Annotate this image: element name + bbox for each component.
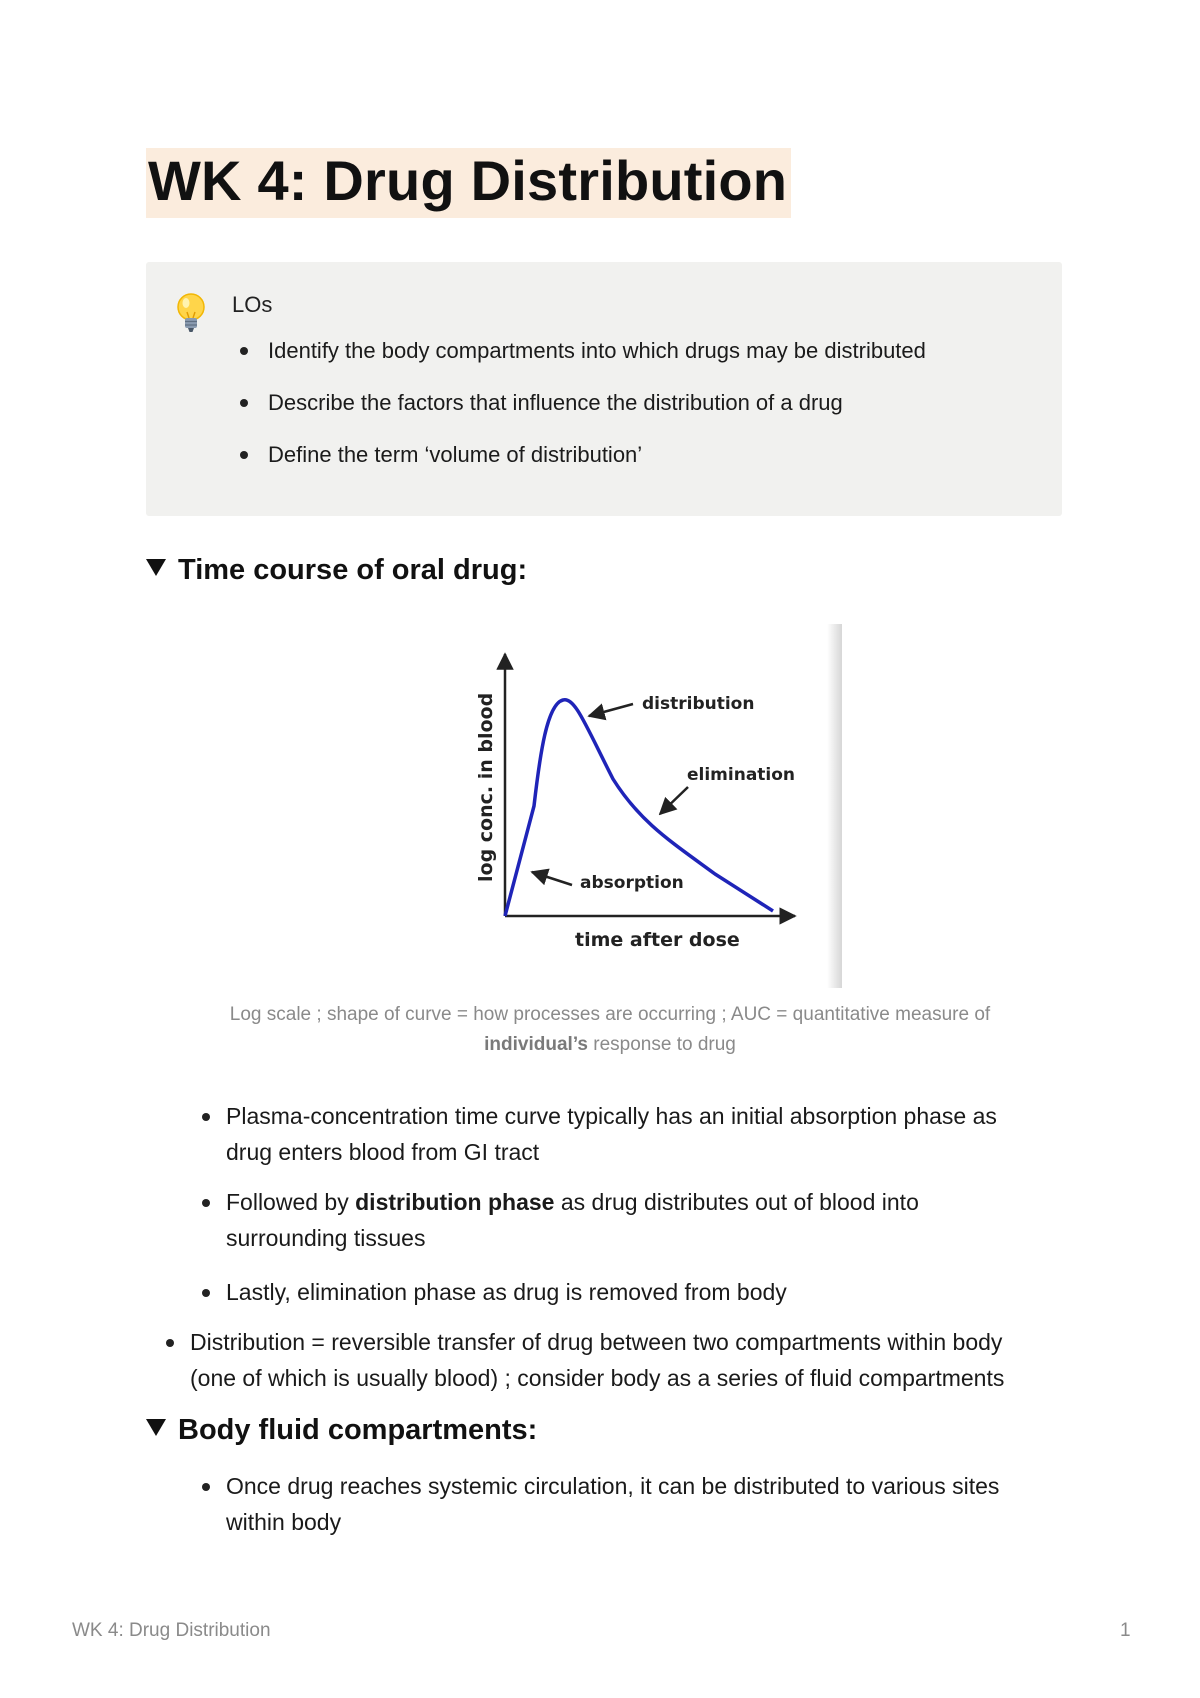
list-item: Lastly, elimination phase as drug is removed from body	[226, 1274, 787, 1310]
annotation-elimination: elimination	[687, 765, 796, 785]
bullet-icon	[166, 1339, 174, 1347]
list-item: Once drug reaches systemic circulation, it can be distributed to various sites within body	[226, 1468, 999, 1540]
x-axis-label: time after dose	[575, 929, 740, 951]
annotation-absorption: absorption	[580, 873, 684, 893]
figure-edge-shadow	[827, 624, 842, 988]
bullet-icon	[240, 399, 248, 407]
objectives-list	[232, 338, 926, 494]
callout-heading: LOs	[232, 292, 273, 317]
bullet-icon	[202, 1289, 210, 1297]
page-title: WK 4: Drug Distribution	[146, 148, 791, 218]
figure-caption: Log scale ; shape of curve = how processes are occurring ; AUC = quantitative measure of individual’s response to drug	[229, 1004, 991, 1055]
objective-item: Define the term ‘volume of distribution’	[232, 442, 926, 468]
toggle-time-course[interactable]	[146, 552, 527, 588]
toggle-label: Time course of oral drug:	[178, 554, 528, 586]
toggle-triangle-icon[interactable]	[146, 1419, 166, 1436]
learning-objectives-callout	[146, 262, 1062, 516]
lightbulb-icon	[174, 292, 208, 334]
bullet-icon	[202, 1113, 210, 1121]
bullet-icon	[240, 451, 248, 459]
distribution-arrow	[589, 704, 633, 716]
list-item: Plasma-concentration time curve typically has an initial absorption phase as drug enters blood from GI tract	[226, 1098, 997, 1170]
list-item: Followed by distribution phase as drug distributes out of blood into surrounding tissues	[226, 1184, 919, 1256]
footer-title: WK 4: Drug Distribution	[72, 1620, 271, 1641]
toggle-triangle-icon[interactable]	[146, 559, 166, 576]
elimination-arrow	[660, 787, 688, 814]
y-axis-label: log conc. in blood	[475, 692, 497, 882]
toggle-label: Body fluid compartments:	[178, 1414, 538, 1446]
toggle-body-fluid-compartments[interactable]	[146, 1412, 537, 1448]
annotation-distribution: distribution	[642, 694, 755, 714]
objective-item: Identify the body compartments into which drugs may be distributed	[232, 338, 926, 364]
page-number: 1	[1120, 1620, 1131, 1641]
list-item: Distribution = reversible transfer of drug between two compartments within body (one of which is usually blood) ; consider body as a series of fluid compartments	[190, 1324, 1004, 1396]
objective-item: Describe the factors that influence the distribution of a drug	[232, 390, 926, 416]
bullet-icon	[202, 1483, 210, 1491]
bullet-icon	[240, 347, 248, 355]
absorption-arrow	[532, 872, 572, 885]
time-course-figure	[455, 624, 842, 988]
bullet-icon	[202, 1199, 210, 1207]
